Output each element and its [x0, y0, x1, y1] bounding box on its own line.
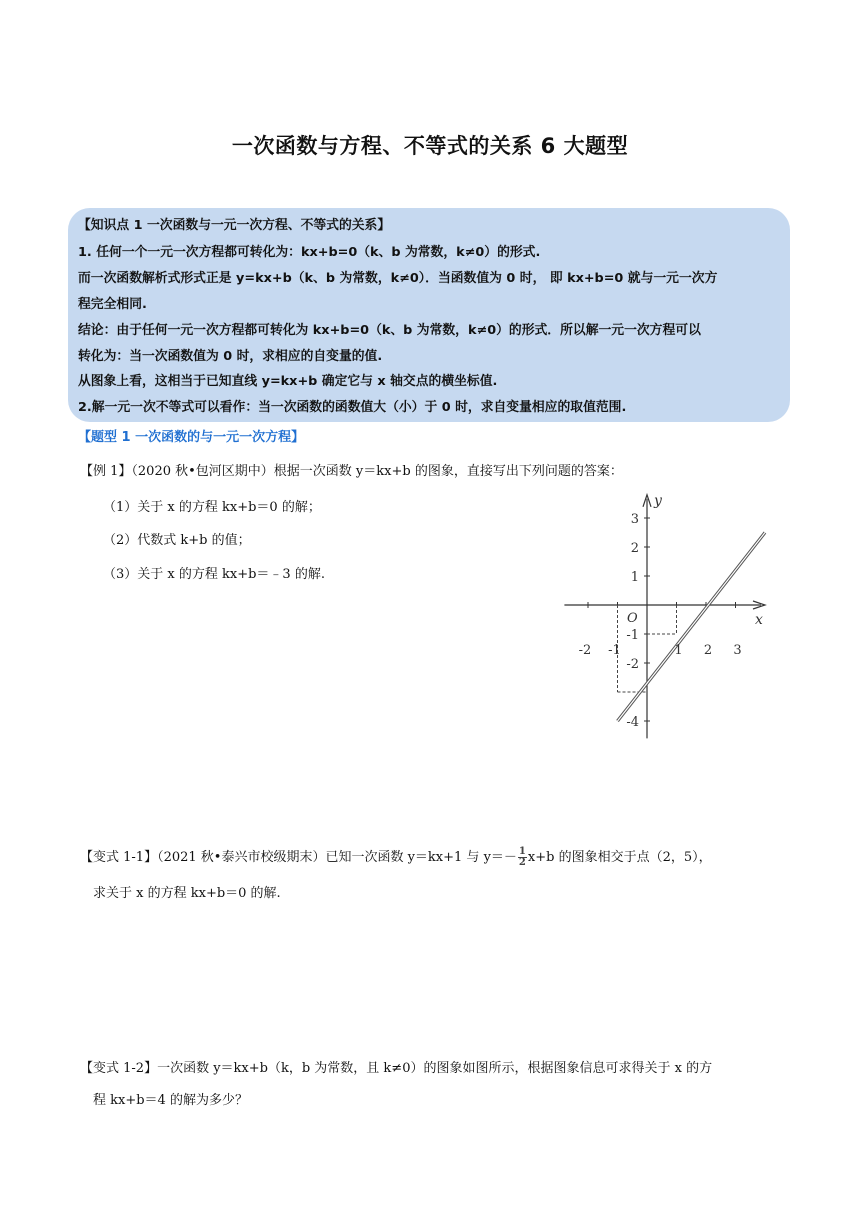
fraction-one-half: [518, 847, 527, 868]
y-tick-label: 3: [630, 512, 639, 527]
example-1-intro: 【例 1】（2020 秋•包河区期中）根据一次函数 y＝kx+b 的图象，直接写出下列问题的答案：: [80, 464, 623, 479]
y-tick-label: -4: [626, 715, 639, 730]
knowledge-line-2: 而一次函数解析式形式正是 y=kx+b（k、b 为常数，k≠0）．当函数值为 0 时， 即 kx+b=0 就与一元一次方: [78, 271, 718, 286]
graph-labels: [579, 493, 763, 730]
example-1-item-1: （1）关于 x 的方程 kx+b＝0 的解；: [103, 500, 321, 515]
variant-1-1-line-2: 求关于 x 的方程 kx+b＝0 的解.: [93, 886, 281, 901]
x-tick-label: -2: [578, 643, 592, 658]
y-tick-label: 1: [630, 570, 639, 585]
knowledge-line-4: 结论：由于任何一元一次方程都可转化为 kx+b=0（k、b 为常数，k≠0）的形式．所以解一元一次方程可以: [78, 323, 701, 338]
variant-1-2-line-2: 程 kx+b＝4 的解为多少？: [93, 1093, 248, 1108]
x-tick-label: 3: [733, 643, 742, 658]
example-1-item-3: （3）关于 x 的方程 kx+b＝﹣3 的解.: [103, 567, 325, 582]
page-title: 一次函数与方程、不等式的关系 6 大题型: [231, 134, 629, 158]
y-tick-label: -2: [626, 657, 639, 672]
x-tick-label: 1: [674, 643, 683, 658]
topic-1-label: 【题型 1 一次函数的与一元一次方程】: [78, 430, 305, 445]
knowledge-line-1: 1. 任何一个一元一次方程都可转化为：kx+b=0（k、b 为常数，k≠0）的形式.: [78, 245, 541, 260]
function-graph: [560, 485, 770, 755]
variant-1-1-intro-after: x+b 的图象相交于点（2，5），: [527, 850, 712, 865]
knowledge-line-3: 程完全相同.: [78, 297, 147, 312]
x-axis-label: x: [755, 612, 763, 628]
origin-label: O: [627, 611, 638, 626]
variant-1-2-line-1: 【变式 1-2】一次函数 y＝kx+b（k，b 为常数，且 k≠0）的图象如图所示，根据图象信息可求得关于 x 的方: [80, 1061, 713, 1076]
variant-1-1-line-1: [80, 846, 712, 868]
knowledge-line-7: 2.解一元一次不等式可以看作：当一次函数的函数值大（小）于 0 时，求自变量相应的取值范围.: [78, 400, 627, 415]
knowledge-line-5: 转化为：当一次函数值为 0 时，求相应的自变量的值.: [78, 349, 383, 364]
y-axis-label: y: [654, 492, 662, 509]
y-tick-label: 2: [630, 541, 639, 556]
fraction-denominator: 2: [518, 857, 526, 868]
x-tick-label: 2: [703, 643, 713, 658]
graph-series: [618, 533, 766, 722]
knowledge-line-6: 从图象上看，这相当于已知直线 y=kx+b 确定它与 x 轴交点的横坐标值.: [78, 374, 498, 389]
graph-axes: [564, 492, 765, 739]
x-tick-label: -1: [608, 643, 621, 658]
knowledge-heading: 【知识点 1 一次函数与一元一次方程、不等式的关系】: [78, 218, 391, 233]
function-line: [618, 533, 766, 722]
example-1-item-2: （2）代数式 k+b 的值；: [103, 533, 251, 548]
fraction-numerator: 1: [518, 846, 526, 857]
y-tick-label: -1: [626, 628, 639, 643]
variant-1-1-intro-before: 【变式 1-1】（2021 秋•泰兴市校级期末）已知一次函数 y＝kx+1 与 y＝－: [80, 850, 517, 865]
